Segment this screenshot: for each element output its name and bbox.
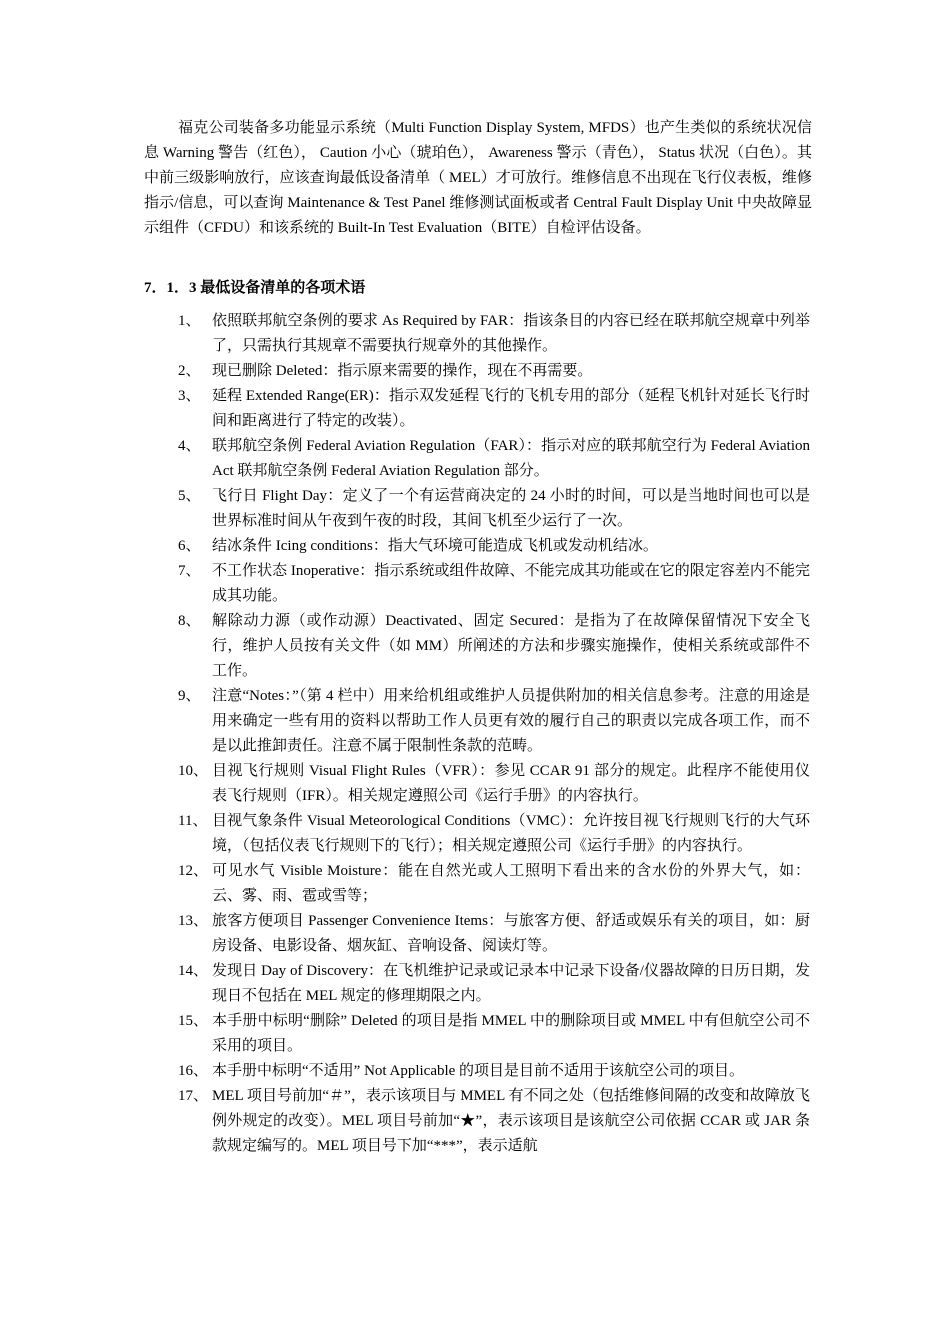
term-item <box>178 959 810 1009</box>
term-item <box>178 359 810 384</box>
term-item <box>178 1009 810 1059</box>
terms-list <box>178 309 810 1159</box>
term-number: 7、 <box>178 563 201 579</box>
term-number: 17、 <box>178 1088 209 1104</box>
term-item <box>178 909 810 959</box>
term-number: 14、 <box>178 963 209 979</box>
term-number: 8、 <box>178 613 201 629</box>
term-number: 9、 <box>178 688 201 704</box>
term-text: 本手册中标明“删除” Deleted 的项目是指 MMEL 中的删除项目或 MMEL 中有但航空公司不采用的项目。 <box>212 1013 810 1054</box>
term-text: 不工作状态 Inoperative：指示系统或组件故障、不能完成其功能或在它的限定容差内不能完成其功能。 <box>212 563 810 604</box>
term-number: 15、 <box>178 1013 209 1029</box>
term-item <box>178 1084 810 1159</box>
term-text: 目视气象条件 Visual Meteorological Conditions（VMC）：允许按目视飞行规则飞行的大气环境，（包括仪表飞行规则下的飞行）；相关规定遵照公司《运行手册》的内容执行。 <box>212 813 810 854</box>
term-number: 12、 <box>178 863 209 879</box>
term-number: 5、 <box>178 488 201 504</box>
term-number: 11、 <box>178 813 208 829</box>
term-text: 延程 Extended Range(ER)：指示双发延程飞行的飞机专用的部分（延程飞机针对延长飞行时间和距离进行了特定的改装）。 <box>212 388 810 429</box>
term-text: 旅客方便项目 Passenger Convenience Items：与旅客方便、舒适或娱乐有关的项目，如：厨房设备、电影设备、烟灰缸、音响设备、阅读灯等。 <box>212 913 810 954</box>
intro-paragraph: 福克公司装备多功能显示系统（Multi Function Display System, MFDS）也产生类似的系统状况信息 Warning 警告（红色）， Caution 小心（琥珀色）， Awareness 警示（青色）， Status 状况（白色）。其中前三级影响放行，应该查询最低设备清单（ MEL）才可放行。维修信息不出现在飞行仪表板，维修指示/信息，可以查询 Maintenance & Test Panel 维修测试面板或者 Central Fault Display Unit 中央故障显示组件（CFDU）和该系统的 Built-In Test Evaluation（BITE）自检评估设备。 <box>144 120 812 236</box>
term-item <box>178 759 810 809</box>
term-item <box>178 484 810 534</box>
term-text: 联邦航空条例 Federal Aviation Regulation（FAR）：指示对应的联邦航空行为 Federal Aviation Act 联邦航空条例 Federal Aviation Regulation 部分。 <box>212 438 810 479</box>
term-text: 本手册中标明“不适用” Not Applicable 的项目是目前不适用于该航空公司的项目。 <box>212 1063 745 1079</box>
term-item <box>178 684 810 759</box>
term-text: 解除动力源（或作动源）Deactivated、固定 Secured：是指为了在故障保留情况下安全飞行，维护人员按有关文件（如 MM）所阐述的方法和步骤实施操作，使相关系统或部件不工作。 <box>212 613 810 679</box>
term-item <box>178 434 810 484</box>
term-text: 目视飞行规则 Visual Flight Rules（VFR）：参见 CCAR 91 部分的规定。此程序不能使用仪表飞行规则（IFR）。相关规定遵照公司《运行手册》的内容执行。 <box>212 763 810 804</box>
term-item <box>178 384 810 434</box>
term-number: 6、 <box>178 538 201 554</box>
term-number: 16、 <box>178 1063 209 1079</box>
term-number: 3、 <box>178 388 201 404</box>
term-text: 结冰条件 Icing conditions：指大气环境可能造成飞机或发动机结冰。 <box>212 538 658 554</box>
term-text: 飞行日 Flight Day：定义了一个有运营商决定的 24 小时的时间，可以是当地时间也可以是世界标准时间从午夜到午夜的时段，其间飞机至少运行了一次。 <box>212 488 810 529</box>
term-text: 依照联邦航空条例的要求 As Required by FAR：指该条目的内容已经在联邦航空规章中列举了，只需执行其规章不需要执行规章外的其他操作。 <box>212 313 810 354</box>
term-item <box>178 534 810 559</box>
term-item <box>178 609 810 684</box>
term-text: 可见水气 Visible Moisture：能在自然光或人工照明下看出来的含水份的外界大气，如：云、雾、雨、雹或雪等； <box>212 863 810 904</box>
term-number: 4、 <box>178 438 201 454</box>
term-item <box>178 1059 810 1084</box>
term-number: 13、 <box>178 913 209 929</box>
term-number: 10、 <box>178 763 209 779</box>
term-text: 现已删除 Deleted：指示原来需要的操作，现在不再需要。 <box>212 363 593 379</box>
term-item <box>178 309 810 359</box>
term-number: 2、 <box>178 363 201 379</box>
term-number: 1、 <box>178 313 201 329</box>
section-heading: 7．1．3 最低设备清单的各项术语 <box>144 280 366 296</box>
term-text: 发现日 Day of Discovery：在飞机维护记录或记录本中记录下设备/仪器故障的日历日期，发现日不包括在 MEL 规定的修理期限之内。 <box>212 963 810 1004</box>
term-item <box>178 559 810 609</box>
term-item <box>178 809 810 859</box>
term-item <box>178 859 810 909</box>
term-text: 注意“Notes：”（第 4 栏中）用来给机组或维护人员提供附加的相关信息参考。注意的用途是用来确定一些有用的资料以帮助工作人员更有效的履行自己的职责以完成各项工作，而不是以此推卸责任。注意不属于限制性条款的范畴。 <box>212 688 810 754</box>
term-text: MEL 项目号前加“＃”，表示该项目与 MMEL 有不同之处（包括维修间隔的改变和故障放飞例外规定的改变）。MEL 项目号前加“★”，表示该项目是该航空公司依据 CCAR 或 JAR 条款规定编写的。MEL 项目号下加“***”，表示适航 <box>212 1088 810 1154</box>
